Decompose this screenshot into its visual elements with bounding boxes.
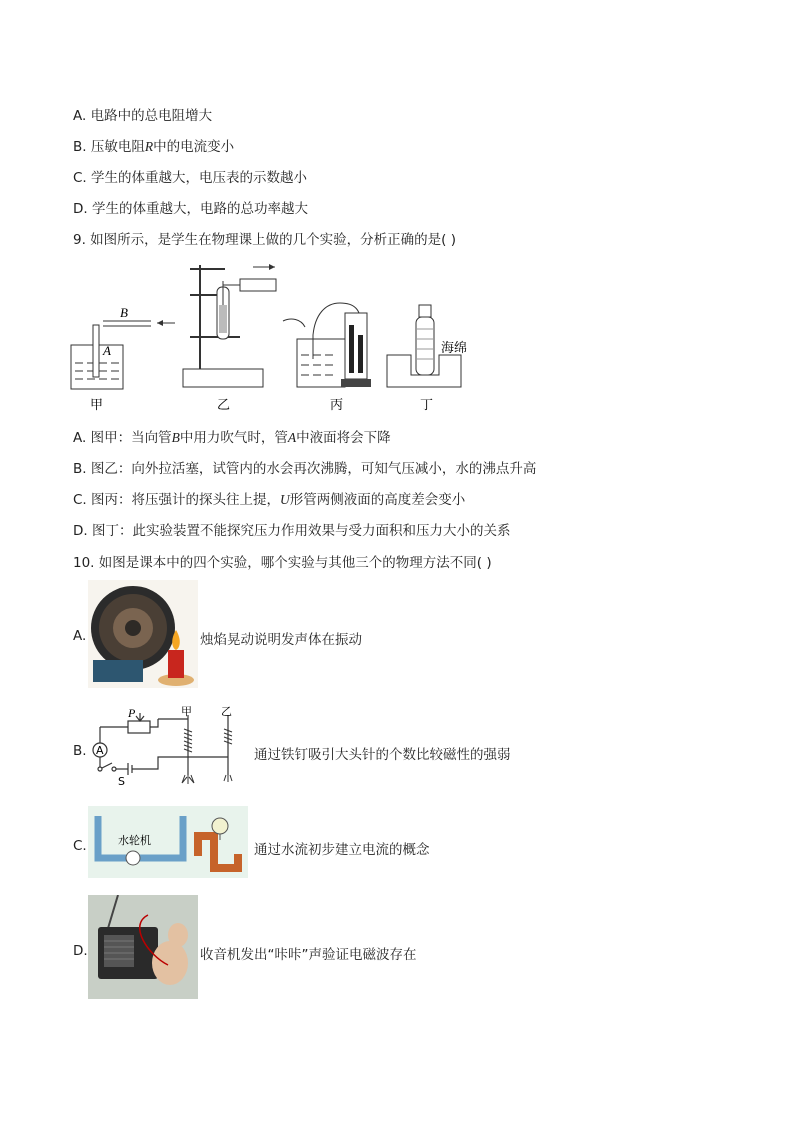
- fig-label-ding: 丁: [420, 398, 434, 413]
- q9-option-a-mid: 中用力吹气时，管: [179, 430, 288, 446]
- q10-option-b-text: 通过铁钉吸引大头针的个数比较磁性的强弱: [254, 747, 511, 763]
- circuit-label-s: S: [118, 775, 125, 788]
- q10-option-d-letter: D.: [73, 943, 88, 959]
- q9-stem: 9. 如图所示，是学生在物理课上做的几个实验，分析正确的是( ): [73, 232, 456, 248]
- q10-option-c-text: 通过水流初步建立电流的概念: [254, 842, 430, 858]
- q8-option-a: A. 电路中的总电阻增大: [73, 108, 213, 124]
- q8-option-b-var: R: [144, 139, 154, 154]
- q9-option-a-v1: B: [171, 430, 180, 445]
- q9-option-a-v2: A: [287, 430, 297, 445]
- water-current-analogy: [88, 806, 248, 878]
- fig-label-yi: 乙: [217, 398, 231, 413]
- radio-experiment-image: [88, 895, 198, 999]
- circuit-label-ammeter: A: [96, 744, 104, 757]
- q9-option-a-pre: A. 图甲：当向管: [73, 430, 172, 446]
- fig-jia-apparatus: [71, 320, 175, 389]
- q8-option-b-pre: B. 压敏电阻: [73, 139, 145, 155]
- q9-option-a: [73, 426, 391, 446]
- q10-option-a-letter: A.: [73, 628, 87, 644]
- q10-option-a-text: 烛焰晃动说明发声体在振动: [200, 632, 362, 648]
- circuit-label-yi: 乙: [221, 705, 232, 718]
- water-wheel-label: 水轮机: [118, 834, 151, 847]
- fig-bing-apparatus: [283, 303, 371, 387]
- q9-option-c: [73, 488, 465, 508]
- q8-option-b: [73, 135, 234, 155]
- q9-option-c-post: 形管两侧液面的高度差会变小: [289, 492, 466, 508]
- q9-figure: [65, 255, 475, 415]
- q9-option-a-post: 中液面将会下降: [296, 430, 391, 446]
- q10-stem: 10. 如图是课本中的四个实验，哪个实验与其他三个的物理方法不同( ): [73, 555, 492, 571]
- q10-option-b-letter: B.: [73, 743, 87, 759]
- q9-option-d: D. 图丁：此实验装置不能探究压力作用效果与受力面积和压力大小的关系: [73, 523, 511, 539]
- speaker-candle-image: [88, 580, 198, 688]
- q10-option-c-letter: C.: [73, 838, 87, 854]
- circuit-label-jia: 甲: [181, 705, 192, 718]
- fig-label-sponge: 海绵: [441, 341, 468, 356]
- fig-label-jia: 甲: [90, 398, 104, 413]
- electromagnet-circuit: [88, 705, 248, 791]
- fig-label-b: B: [120, 305, 128, 320]
- q9-option-c-pre: C. 图丙：将压强计的探头往上提，: [73, 492, 281, 508]
- fig-label-bing: 丙: [330, 398, 344, 413]
- circuit-label-p: P: [128, 706, 136, 720]
- q10-option-d-text: 收音机发出“咔咔”声验证电磁波存在: [200, 947, 417, 963]
- q8-option-d: D. 学生的体重越大，电路的总功率越大: [73, 201, 308, 217]
- q8-option-b-post: 中的电流变小: [153, 139, 235, 155]
- q8-option-c: C. 学生的体重越大，电压表的示数越小: [73, 170, 308, 186]
- fig-yi-apparatus: [183, 264, 276, 387]
- q9-option-c-var: U: [280, 492, 290, 507]
- q9-option-b: B. 图乙：向外拉活塞，试管内的水会再次沸腾，可知气压减小，水的沸点升高: [73, 461, 537, 477]
- fig-label-a: A: [103, 343, 111, 358]
